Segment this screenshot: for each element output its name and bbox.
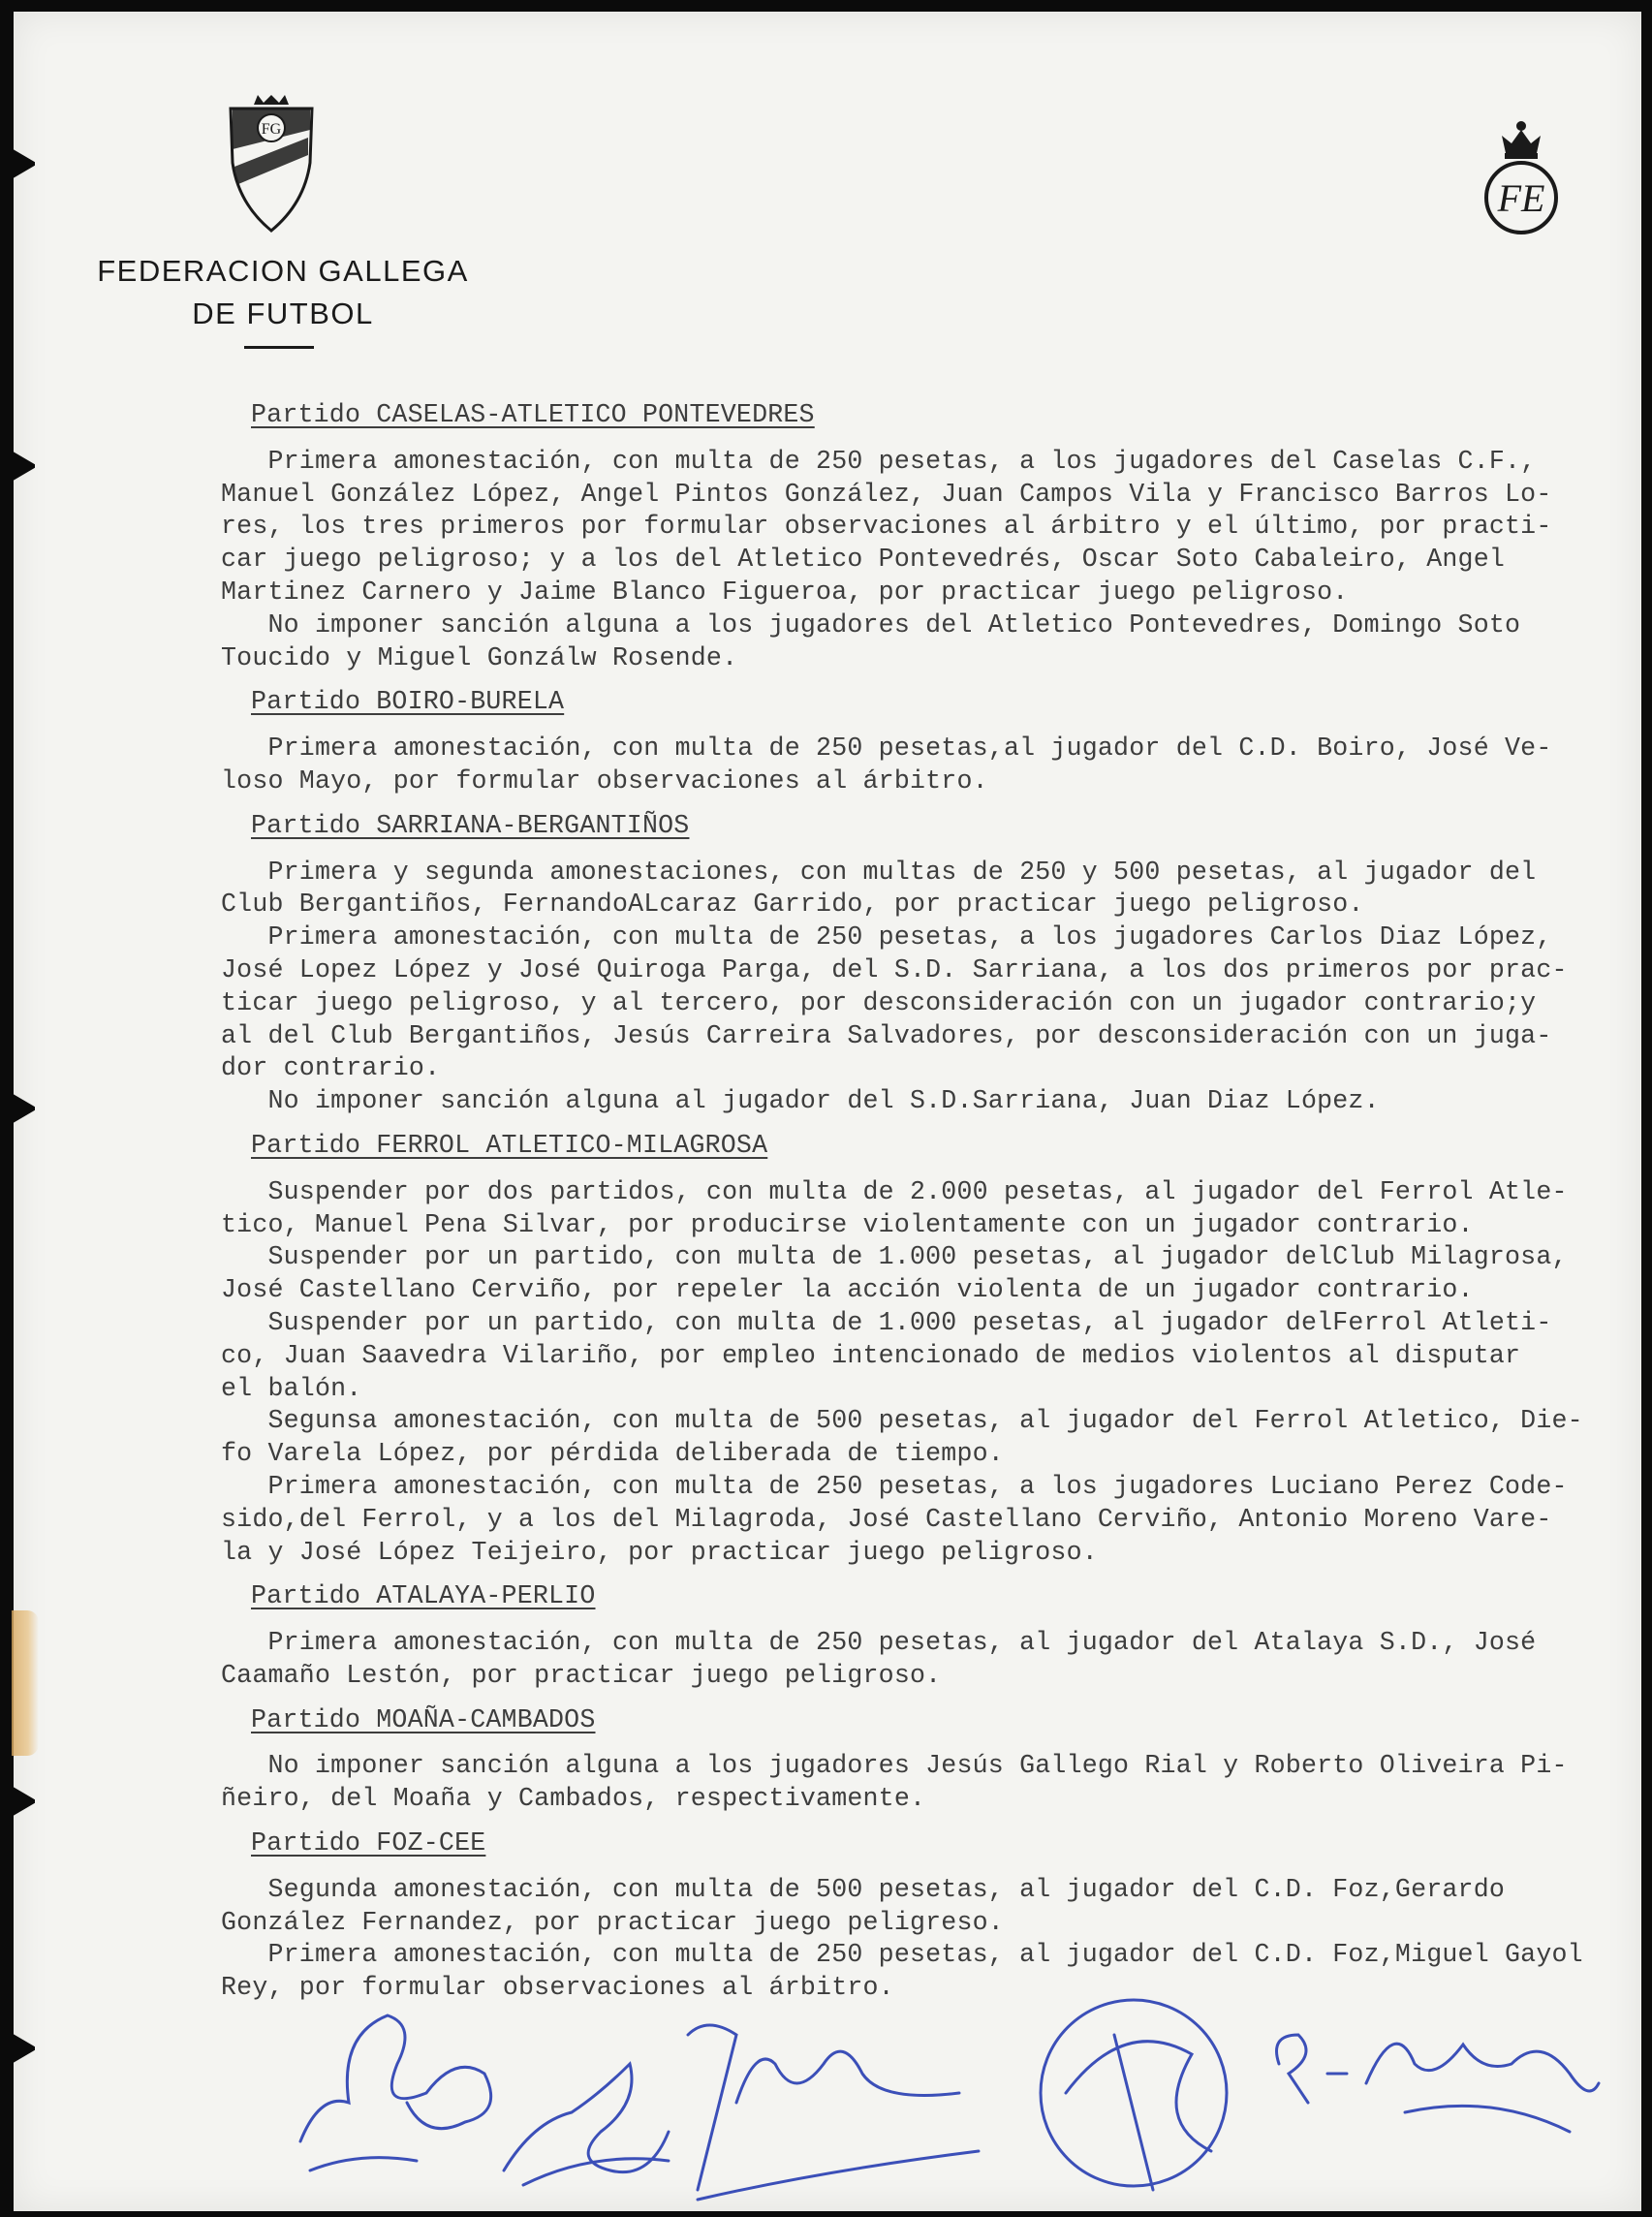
resolution-line: No imponer sanción alguna a los jugadores del Atletico Pontevedres, Domingo Soto [221, 609, 1521, 640]
resolution-line: José Castellano Cerviño, por repeler la acción violenta de un jugador contrario. [221, 1275, 1474, 1305]
binding-notch [10, 147, 35, 180]
resolution-body [221, 388, 1606, 2005]
svg-text:FG: FG [261, 121, 282, 138]
federation-shield-logo [225, 95, 318, 236]
resolution-line: Primera amonestación, con multa de 250 pesetas, a los jugadores Luciano Perez Code- [221, 1471, 1568, 1501]
resolution-line: Suspender por dos partidos, con multa de 2.000 pesetas, al jugador del Ferrol Atle- [221, 1176, 1568, 1206]
resolution-line: Suspender por un partido, con multa de 1.000 pesetas, al jugador delFerrol Atleti- [221, 1307, 1552, 1337]
signature-4 [1041, 2000, 1227, 2186]
resolution-line: res, los tres primeros por formular observaciones al árbitro y el último, por practi- [221, 512, 1552, 542]
resolution-line: Primera amonestación, con multa de 250 pesetas, a los jugadores del Caselas C.F., [221, 446, 1537, 476]
crowned-emblem-logo [1473, 114, 1570, 240]
resolution-line: Martinez Carnero y Jaime Blanco Figueroa, por practicar juego peligroso. [221, 577, 1349, 607]
resolution-line: co, Juan Saavedra Vilariño, por empleo intencionado de medios violentos al disputar [221, 1340, 1521, 1370]
resolution-line: ñeiro, del Moaña y Cambados, respectivamente. [221, 1784, 926, 1814]
signature-2 [504, 2064, 669, 2172]
match-title: Partido CASELAS-ATLETICO PONTEVEDRES [251, 400, 815, 429]
resolution-line: dor contrario. [221, 1053, 441, 1083]
binding-notch [10, 2032, 35, 2065]
resolution-line: ticar juego peligroso, y al tercero, por desconsideración con un jugador contrario;y [221, 987, 1537, 1017]
federation-name-line2: DE FUTBOL [192, 297, 374, 330]
resolution-line: la y José López Teijeiro, por practicar juego peligroso. [221, 1537, 1098, 1567]
resolution-line: José Lopez López y José Quiroga Parga, del S.D. Sarriana, a los dos primeros por prac- [221, 954, 1568, 984]
signature-1 [300, 2015, 491, 2141]
resolution-line: González Fernandez, por practicar juego peligreso. [221, 1907, 1004, 1937]
federation-name [79, 250, 486, 335]
resolution-line: Segunda amonestación, con multa de 500 pesetas, al jugador del C.D. Foz,Gerardo [221, 1874, 1506, 1904]
match-title: Partido ATALAYA-PERLIO [251, 1581, 596, 1611]
resolution-line: Club Bergantiños, FernandoALcaraz Garrido, por practicar juego peligroso. [221, 890, 1364, 920]
resolution-line: loso Mayo, por formular observaciones al árbitro. [221, 765, 988, 796]
match-title: Partido SARRIANA-BERGANTIÑOS [251, 810, 690, 840]
resolution-line: el balón. [221, 1373, 362, 1403]
resolution-line: Segunsa amonestación, con multa de 500 pesetas, al jugador del Ferrol Atletico, Die- [221, 1406, 1583, 1436]
match-title: Partido FERROL ATLETICO-MILAGROSA [251, 1130, 768, 1160]
resolution-line: Primera amonestación, con multa de 250 pesetas, a los jugadores Carlos Diaz López, [221, 922, 1552, 952]
svg-text:FE: FE [1497, 176, 1545, 220]
signature-3 [688, 2025, 959, 2190]
resolution-line: car juego peligroso; y a los del Atletico Pontevedrés, Oscar Soto Cabaleiro, Angel [221, 545, 1506, 575]
binding-notch [10, 1092, 35, 1125]
match-title: Partido FOZ-CEE [251, 1828, 486, 1858]
binding-notch [10, 450, 35, 483]
federation-name-line1: FEDERACION GALLEGA [97, 254, 469, 288]
tape-stain [12, 1610, 39, 1756]
resolution-line: Suspender por un partido, con multa de 1.000 pesetas, al jugador delClub Milagrosa, [221, 1242, 1568, 1272]
signature-5 [1277, 2035, 1600, 2103]
resolution-line: No imponer sanción alguna al jugador del S.D.Sarriana, Juan Diaz López. [221, 1086, 1380, 1116]
signature-block [281, 1977, 1618, 2209]
resolution-line: Primera y segunda amonestaciones, con multas de 250 y 500 pesetas, al jugador del [221, 857, 1537, 887]
resolution-line: No imponer sanción alguna a los jugadores Jesús Gallego Rial y Roberto Oliveira Pi- [221, 1751, 1568, 1781]
binding-notch [10, 1785, 35, 1818]
resolution-line: Rey, por formular observaciones al árbitro. [221, 1973, 894, 2003]
resolution-line: Toucido y Miguel Gonzálw Rosende. [221, 642, 738, 672]
resolution-line: Caamaño Lestón, por practicar juego peligroso. [221, 1660, 942, 1690]
letterhead-rule [244, 346, 314, 349]
resolution-line: al del Club Bergantiños, Jesús Carreira Salvadores, por desconsideración con un juga- [221, 1020, 1552, 1050]
resolution-line: Primera amonestación, con multa de 250 pesetas,al jugador del C.D. Boiro, José Ve- [221, 734, 1552, 764]
resolution-line: fo Varela López, por pérdida deliberada de tiempo. [221, 1439, 1004, 1469]
resolution-line: tico, Manuel Pena Silvar, por producirse violentamente con un jugador contrario. [221, 1209, 1474, 1239]
resolution-line: Manuel González López, Angel Pintos González, Juan Campos Vila y Francisco Barros Lo- [221, 479, 1552, 509]
resolution-line: Primera amonestación, con multa de 250 pesetas, al jugador del Atalaya S.D., José [221, 1628, 1537, 1658]
resolution-line: Primera amonestación, con multa de 250 pesetas, al jugador del C.D. Foz,Miguel Gayol [221, 1940, 1583, 1970]
match-title: Partido BOIRO-BURELA [251, 687, 565, 717]
resolution-line: sido,del Ferrol, y a los del Milagroda, José Castellano Cerviño, Antonio Moreno Vare- [221, 1504, 1552, 1534]
match-title: Partido MOAÑA-CAMBADOS [251, 1704, 596, 1734]
